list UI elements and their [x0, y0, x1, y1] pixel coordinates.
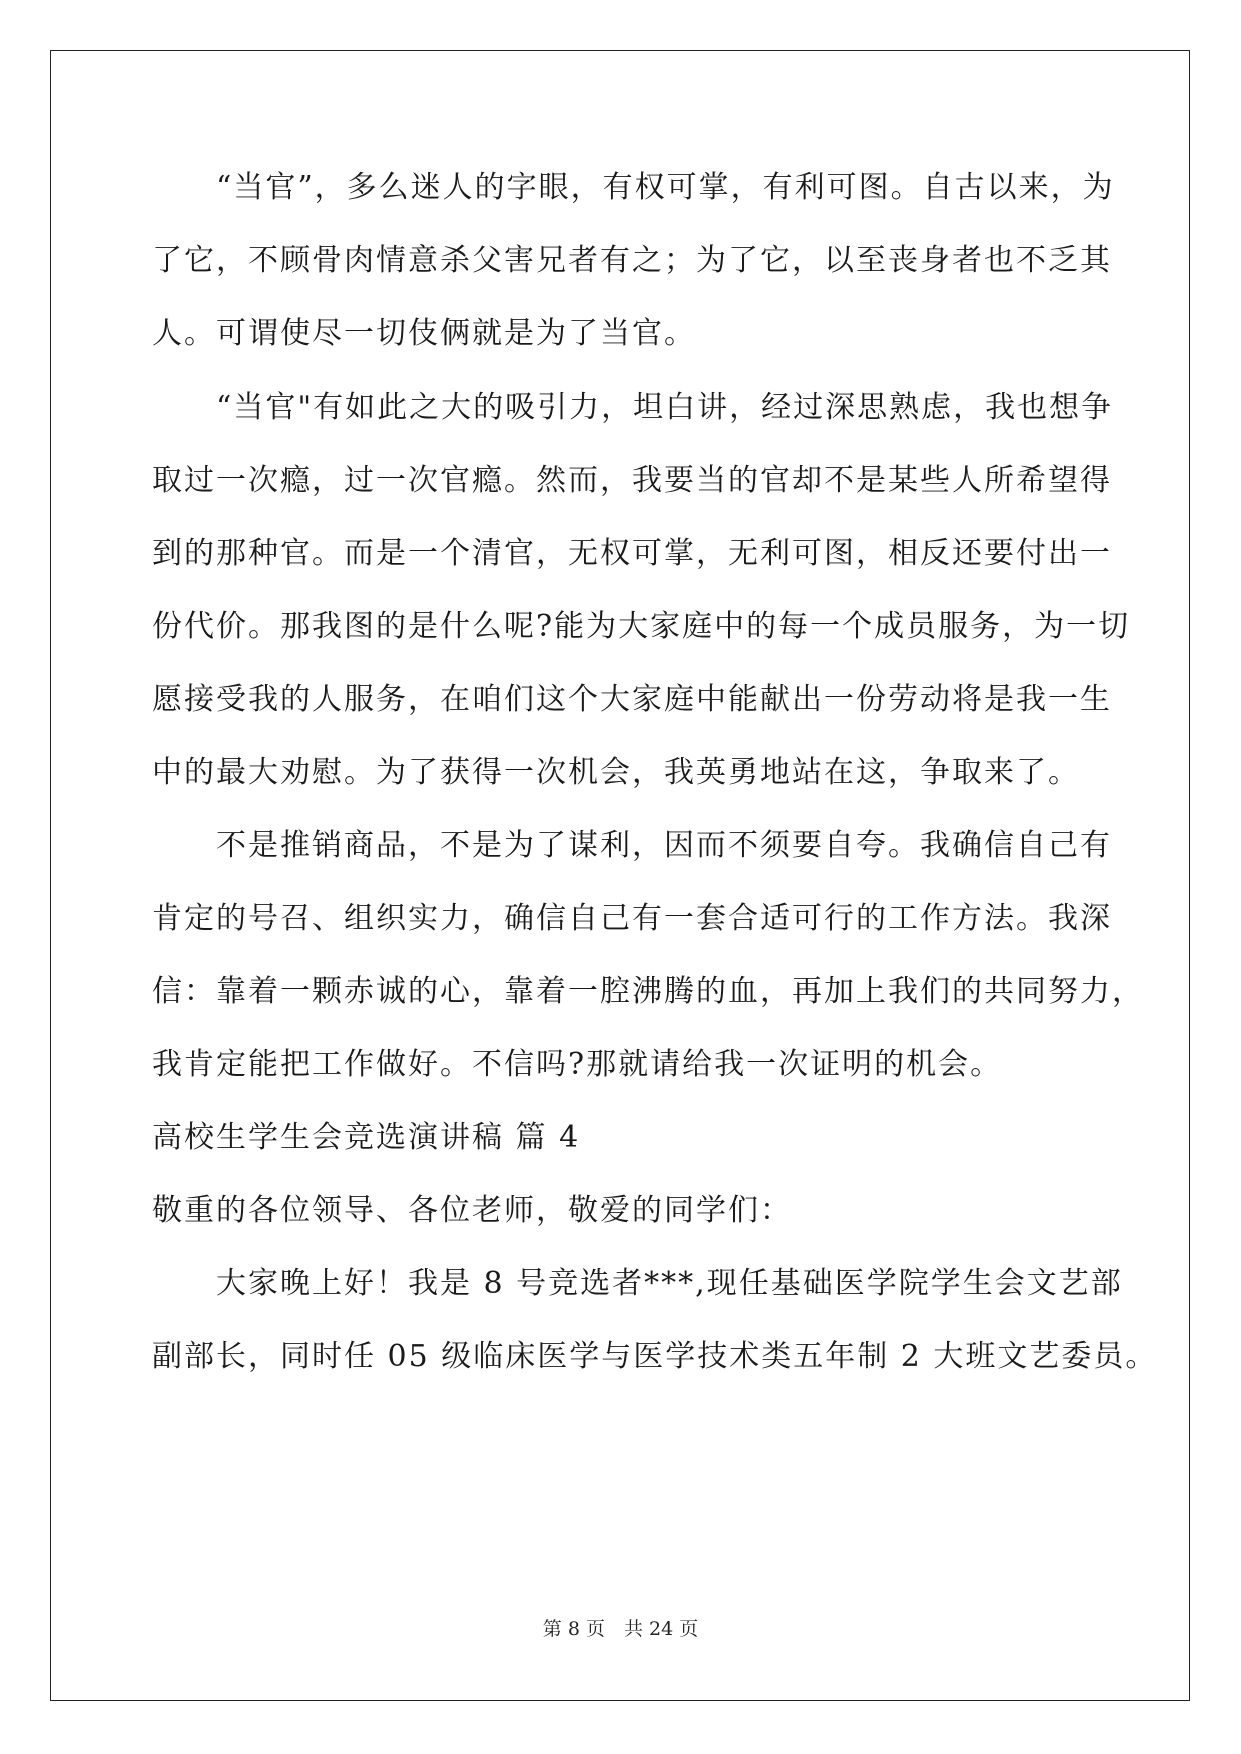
paragraph-line: 取过一次瘾，过一次官瘾。然而，我要当的官却不是某些人所希望得	[152, 463, 1112, 498]
paragraph-line: 信：靠着一颗赤诚的心，靠着一腔沸腾的血，再加上我们的共同努力，	[152, 974, 1144, 1009]
paragraph-line: 愿接受我的人服务，在咱们这个大家庭中能献出一份劳动将是我一生	[152, 682, 1112, 717]
paragraph-line: 中的最大劝慰。为了获得一次机会，我英勇地站在这，争取来了。	[152, 755, 1080, 790]
paragraph-line: 到的那种官。而是一个清官，无权可掌，无利可图，相反还要付出一	[152, 536, 1112, 571]
page-number-footer: 第 8 页 共 24 页	[542, 1618, 699, 1640]
paragraph-line: 大家晚上好！我是 8 号竞选者***,现任基础医学院学生会文艺部	[152, 1266, 1123, 1301]
paragraph-line: 肯定的号召、组织实力，确信自己有一套合适可行的工作方法。我深	[152, 901, 1112, 936]
salutation-line: 敬重的各位领导、各位老师，敬爱的同学们：	[152, 1193, 792, 1228]
paragraph-line: 人。可谓使尽一切伎俩就是为了当官。	[152, 316, 696, 351]
paragraph-line: “当官”，多么迷人的字眼，有权可掌，有利可图。自古以来，为	[152, 170, 1115, 205]
paragraph-line: 副部长，同时任 05 级临床医学与医学技术类五年制 2 大班文艺委员。	[152, 1339, 1158, 1374]
paragraph-line: 了它，不顾骨肉情意杀父害兄者有之；为了它，以至丧身者也不乏其	[152, 243, 1112, 278]
paragraph-line: 份代价。那我图的是什么呢?能为大家庭中的每一个成员服务，为一切	[152, 609, 1131, 644]
paragraph-line: 我肯定能把工作做好。不信吗?那就请给我一次证明的机会。	[152, 1047, 1003, 1082]
paragraph-line: “当官"有如此之大的吸引力，坦白讲，经过深思熟虑，我也想争	[152, 390, 1114, 425]
section-heading: 高校生学生会竞选演讲稿 篇 4	[152, 1120, 581, 1155]
page-border	[50, 50, 1190, 1701]
paragraph-line: 不是推销商品，不是为了谋利，因而不须要自夸。我确信自己有	[152, 828, 1112, 863]
